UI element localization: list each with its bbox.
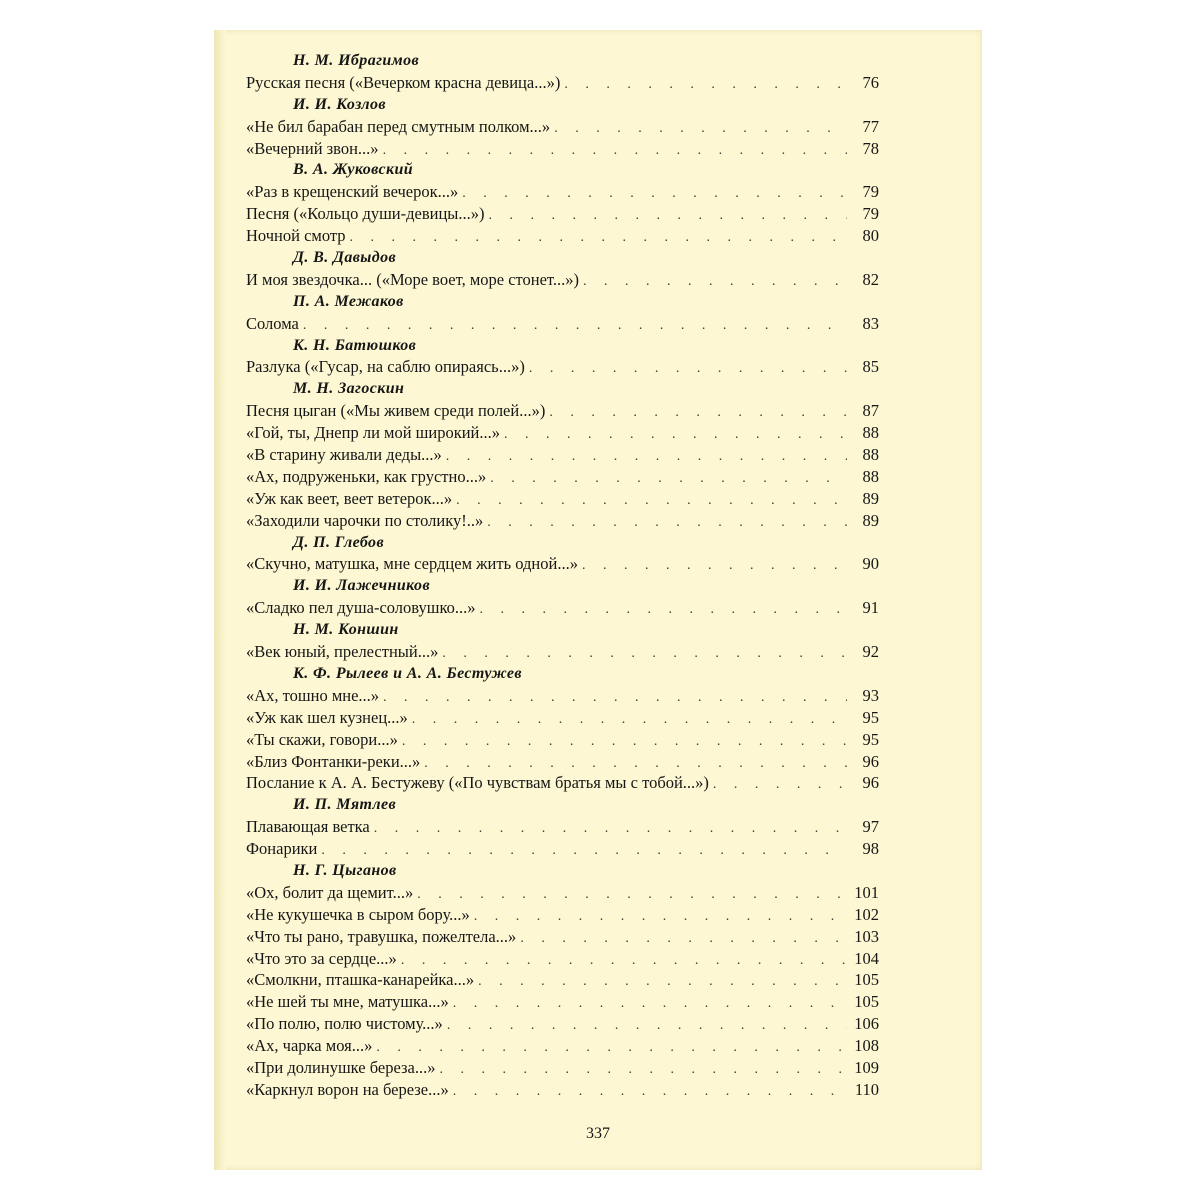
entry-title: «Заходили чарочки по столику!..»: [246, 510, 484, 530]
dot-leader: [582, 555, 847, 577]
toc-entry: [246, 904, 879, 926]
entry-page-number: 97: [862, 817, 879, 837]
dot-leader: [424, 753, 847, 775]
dot-leader: [490, 468, 847, 490]
entry-title: «Ох, болит да щемит...»: [246, 882, 414, 902]
dot-leader: [401, 950, 847, 972]
author-heading: К. Н. Батюшков: [293, 336, 417, 354]
toc-entry: [246, 1079, 879, 1101]
toc-entry: [246, 422, 879, 444]
entry-page-number: 103: [854, 926, 879, 946]
dot-leader: [504, 424, 847, 446]
entry-page-number: 110: [854, 1079, 879, 1099]
entry-title: «Сладко пел душа-соловушко...»: [246, 598, 476, 618]
toc-entry: [246, 116, 879, 138]
dot-leader: [564, 74, 847, 96]
toc-entry: [246, 926, 879, 948]
book-page: [214, 30, 982, 1170]
entry-page-number: 95: [862, 729, 879, 749]
toc-entry: [246, 356, 879, 378]
entry-page-number: 104: [854, 948, 879, 968]
toc-entry: [246, 553, 879, 575]
dot-leader: [412, 709, 847, 731]
dot-leader: [462, 183, 847, 205]
entry-title: Фонарики: [246, 839, 318, 859]
entry-title: «Век юный, прелестный...»: [246, 642, 439, 662]
entry-title: «Близ Фонтанки-реки...»: [246, 751, 421, 771]
entry-title: Разлука («Гусар, на саблю опираясь...»): [246, 357, 525, 377]
entry-page-number: 89: [862, 488, 879, 508]
toc-entry: [246, 1057, 879, 1079]
dot-leader: [402, 731, 847, 753]
dot-leader: [487, 512, 847, 534]
toc-entry: [246, 991, 879, 1013]
toc-entry: [246, 1035, 879, 1057]
entry-title: «Раз в крещенский вечерок...»: [246, 182, 459, 202]
dot-leader: [350, 227, 847, 249]
entry-title: «Ах, чарка моя...»: [246, 1036, 373, 1056]
dot-leader: [478, 971, 847, 993]
dot-leader: [446, 446, 847, 468]
entry-page-number: 106: [854, 1014, 879, 1034]
toc-entry: [246, 882, 879, 904]
dot-leader: [474, 906, 847, 928]
author-heading: К. Ф. Рылеев и А. А. Бестужев: [293, 664, 522, 682]
toc-entry: [246, 597, 879, 619]
entry-page-number: 96: [862, 773, 879, 793]
entry-page-number: 93: [862, 685, 879, 705]
entry-title: Плавающая ветка: [246, 817, 370, 837]
dot-leader: [713, 774, 847, 796]
author-heading: В. А. Жуковский: [293, 161, 414, 179]
toc-entry: [246, 772, 879, 794]
author-heading: И. И. Лажечников: [293, 577, 431, 595]
entry-page-number: 78: [862, 138, 879, 158]
toc-entry: [246, 510, 879, 532]
dot-leader: [321, 840, 847, 862]
entry-page-number: 77: [862, 116, 879, 136]
toc-entry: [246, 400, 879, 422]
entry-title: «Смолкни, пташка-канарейка...»: [246, 970, 475, 990]
entry-page-number: 92: [862, 642, 879, 662]
author-heading: П. А. Межаков: [293, 292, 404, 310]
entry-page-number: 79: [862, 204, 879, 224]
entry-page-number: 96: [862, 751, 879, 771]
dot-leader: [442, 643, 847, 665]
dot-leader: [549, 402, 847, 424]
toc-entry: [246, 181, 879, 203]
toc-entry: [246, 72, 879, 94]
author-heading: И. И. Козлов: [293, 95, 386, 113]
entry-page-number: 88: [862, 466, 879, 486]
dot-leader: [376, 1037, 847, 1059]
toc-entry: [246, 838, 879, 860]
entry-title: «Ты скажи, говори...»: [246, 729, 398, 749]
toc-entry: [246, 751, 879, 773]
dot-leader: [439, 1059, 847, 1081]
toc-entry: [246, 685, 879, 707]
author-heading: Д. В. Давыдов: [293, 249, 397, 267]
toc-entry: [246, 641, 879, 663]
toc-entry: [246, 948, 879, 970]
entry-title: Солома: [246, 313, 299, 333]
entry-page-number: 87: [862, 401, 879, 421]
dot-leader: [417, 884, 847, 906]
entry-page-number: 89: [862, 510, 879, 530]
dot-leader: [520, 928, 847, 950]
entry-page-number: 91: [862, 598, 879, 618]
entry-title: «Ах, подруженьки, как грустно...»: [246, 466, 487, 486]
entry-title: «Гой, ты, Днепр ли мой широкий...»: [246, 423, 501, 443]
entry-page-number: 88: [862, 445, 879, 465]
entry-title: «Ах, тошно мне...»: [246, 685, 380, 705]
entry-title: «Уж как веет, веет ветерок...»: [246, 488, 453, 508]
entry-title: «При долинушке береза...»: [246, 1057, 436, 1077]
page-number: 337: [586, 1125, 610, 1142]
toc-entry: [246, 969, 879, 991]
dot-leader: [456, 490, 847, 512]
author-heading: М. Н. Загоскин: [293, 380, 405, 398]
toc-entry: [246, 488, 879, 510]
dot-leader: [453, 993, 847, 1015]
author-heading: Н. Г. Цыганов: [293, 861, 397, 879]
toc-entry: [246, 313, 879, 335]
dot-leader: [480, 599, 847, 621]
toc-entry: [246, 138, 879, 160]
entry-page-number: 101: [854, 882, 879, 902]
entry-page-number: 109: [854, 1057, 879, 1077]
entry-title: «В старину живали деды...»: [246, 445, 442, 465]
author-heading: Д. П. Глебов: [293, 533, 385, 551]
entry-page-number: 79: [862, 182, 879, 202]
toc-entry: [246, 466, 879, 488]
dot-leader: [489, 205, 848, 227]
entry-page-number: 82: [862, 269, 879, 289]
toc-entry: [246, 816, 879, 838]
entry-title: «Что ты рано, травушка, пожелтела...»: [246, 926, 517, 946]
toc-entry: [246, 444, 879, 466]
table-of-contents: [246, 50, 879, 1101]
author-heading: Н. М. Ибрагимов: [293, 52, 420, 69]
entry-title: «Каркнул ворон на березе...»: [246, 1079, 449, 1099]
entry-title: «Не шей ты мне, матушка...»: [246, 992, 449, 1012]
dot-leader: [383, 687, 847, 709]
author-heading: И. П. Мятлев: [293, 796, 397, 814]
entry-page-number: 105: [854, 970, 879, 990]
entry-title: «Вечерний звон...»: [246, 138, 379, 158]
entry-title: «Что это за сердце...»: [246, 948, 397, 968]
entry-page-number: 85: [862, 357, 879, 377]
entry-title: «По полю, полю чистому...»: [246, 1014, 443, 1034]
entry-title: Послание к А. А. Бестужеву («По чувствам братья мы с тобой...»): [246, 773, 709, 793]
entry-page-number: 83: [862, 313, 879, 333]
entry-page-number: 76: [862, 72, 879, 92]
dot-leader: [453, 1081, 847, 1103]
entry-title: Песня цыган («Мы живем среди полей...»): [246, 401, 546, 421]
entry-page-number: 80: [862, 226, 879, 246]
dot-leader: [554, 118, 847, 140]
entry-title: И моя звездочка... («Море воет, море стонет...»): [246, 269, 580, 289]
entry-page-number: 102: [854, 904, 879, 924]
toc-entry: [246, 1013, 879, 1035]
entry-title: «Уж как шел кузнец...»: [246, 707, 408, 727]
dot-leader: [529, 358, 847, 380]
toc-entry: [246, 729, 879, 751]
toc-entry: [246, 203, 879, 225]
entry-title: «Не кукушечка в сыром бору...»: [246, 904, 470, 924]
entry-title: Русская песня («Вечерком красна девица...»): [246, 72, 561, 92]
entry-page-number: 88: [862, 423, 879, 443]
dot-leader: [583, 271, 847, 293]
author-heading: Н. М. Коншин: [293, 621, 399, 639]
toc-entry: [246, 707, 879, 729]
entry-title: Песня («Кольцо души-девицы...»): [246, 204, 485, 224]
dot-leader: [374, 818, 847, 840]
dot-leader: [303, 315, 847, 337]
entry-page-number: 108: [854, 1036, 879, 1056]
entry-page-number: 90: [862, 554, 879, 574]
toc-entry: [246, 225, 879, 247]
entry-title: «Скучно, матушка, мне сердцем жить одной...»: [246, 554, 578, 574]
entry-page-number: 105: [854, 992, 879, 1012]
toc-entry: [246, 269, 879, 291]
dot-leader: [447, 1015, 847, 1037]
entry-title: Ночной смотр: [246, 226, 346, 246]
entry-page-number: 95: [862, 707, 879, 727]
entry-page-number: 98: [862, 839, 879, 859]
entry-title: «Не бил барабан перед смутным полком...»: [246, 116, 551, 136]
dot-leader: [383, 140, 847, 162]
